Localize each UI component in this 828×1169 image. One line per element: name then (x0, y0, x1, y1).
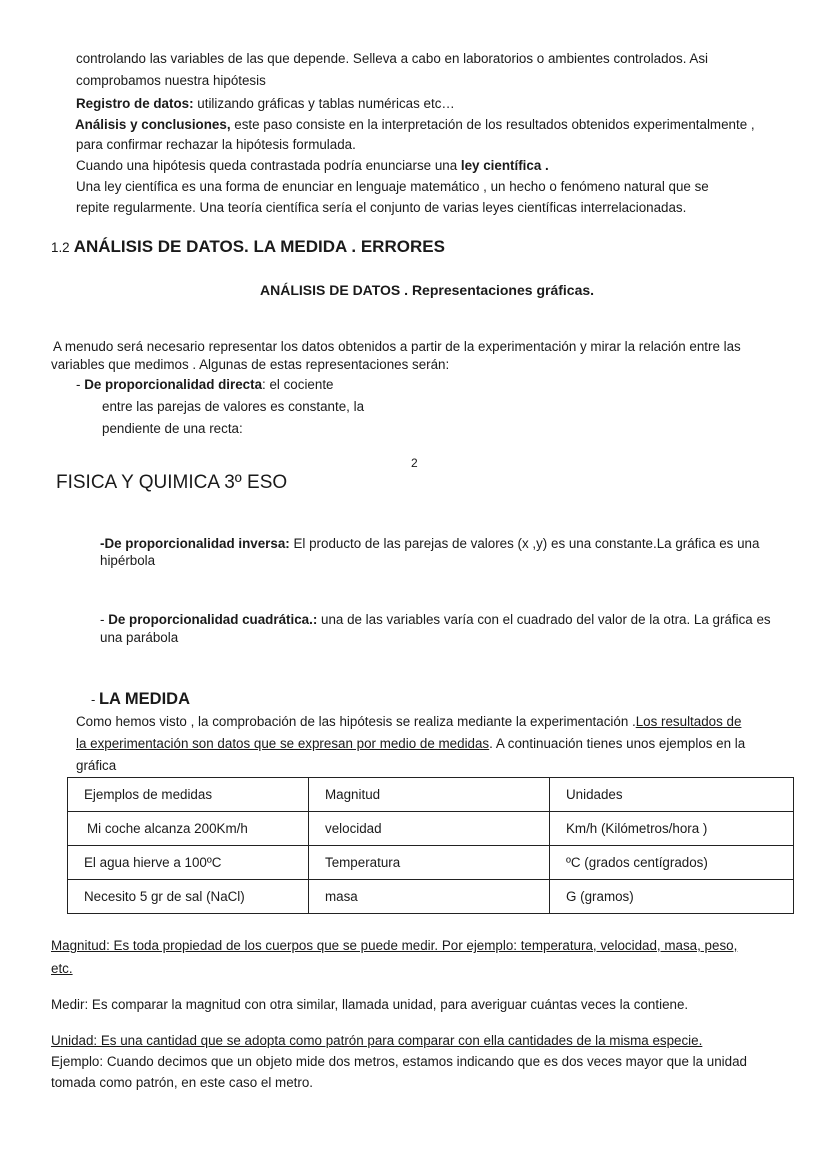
text-line: repite regularmente. Una teoría científica sería el conjunto de varias leyes científicas interrelacionadas. (76, 200, 687, 215)
ley-term: ley científica . (460, 158, 549, 173)
analisis-text: este paso consiste en la interpretación de los resultados obtenidos experimentalmente , (230, 117, 755, 132)
table-row (68, 812, 794, 846)
medida-underlined: Los resultados de (635, 714, 742, 729)
text-line: pendiente de una recta: (102, 421, 243, 436)
medida-line (76, 711, 741, 732)
text-line: Una ley científica es una forma de enunciar en lenguaje matemático , un hecho o fenómeno natural que se (76, 179, 709, 194)
table-cell: masa (309, 880, 550, 914)
text-line: A menudo será necesario representar los datos obtenidos a partir de la experimentación y mirar la relación entre las (53, 339, 741, 354)
page-number: 2 (411, 456, 418, 470)
text-line: entre las parejas de valores es constante, la (102, 399, 365, 414)
medir-definition: Medir: Es comparar la magnitud con otra similar, llamada unidad, para averiguar cuántas veces la contiene. (51, 997, 689, 1012)
text-line: para confirmar rechazar la hipótesis formulada. (76, 137, 356, 152)
text-line: variables que medimos . Algunas de estas representaciones serán: (51, 357, 450, 372)
table-header-row (68, 778, 794, 812)
text-line: hipérbola (100, 553, 156, 568)
text-line: comprobamos nuestra hipótesis (76, 73, 266, 88)
medida-heading (91, 689, 190, 710)
table-cell: ºC (grados centígrados) (550, 846, 794, 880)
medida-underlined: la experimentación son datos que se expresan por medio de medidas (76, 736, 490, 751)
registro-paragraph (76, 93, 455, 114)
directa-label: De proporcionalidad directa (84, 377, 263, 392)
cuadratica-text: una de las variables varía con el cuadrado del valor de la otra. La gráfica es (317, 612, 771, 627)
cuadratica-label: De proporcionalidad cuadrática.: (108, 612, 318, 627)
analisis-paragraph (75, 114, 755, 135)
table-cell: Mi coche alcanza 200Km/h (68, 812, 309, 846)
text-line: controlando las variables de las que depende. Selleva a cabo en laboratorios o ambientes controlados. Asi (76, 51, 709, 66)
table-cell: Necesito 5 gr de sal (NaCl) (68, 880, 309, 914)
section-number: 1.2 (51, 240, 70, 255)
bullet-dash: - (76, 377, 85, 392)
text-line: gráfica (76, 758, 117, 773)
magnitud-definition-cont (51, 958, 73, 979)
table-cell: El agua hierve a 100ºC (68, 846, 309, 880)
measurements-table (67, 777, 794, 914)
directa-item (76, 374, 334, 395)
inversa-item (100, 533, 759, 554)
page-header: FISICA Y QUIMICA 3º ESO (56, 472, 288, 493)
inversa-text: El producto de las parejas de valores (x ,y) es una constante.La gráfica es una (289, 536, 760, 551)
medida-text: Como hemos visto , la comprobación de las hipótesis se realiza mediante la experimentación . (76, 714, 636, 729)
magnitud-text: etc. (51, 961, 73, 976)
table-header-cell: Ejemplos de medidas (68, 778, 309, 812)
text-line: tomada como patrón, en este caso el metro. (51, 1075, 314, 1090)
table-header-cell: Magnitud (309, 778, 550, 812)
bullet-dash: - (91, 692, 99, 707)
unidad-definition (51, 1030, 702, 1051)
magnitud-definition (51, 935, 737, 956)
table-cell: Temperatura (309, 846, 550, 880)
table-cell: velocidad (309, 812, 550, 846)
medida-line (76, 733, 745, 754)
inversa-label: -De proporcionalidad inversa: (100, 536, 290, 551)
table-header-cell: Unidades (550, 778, 794, 812)
medida-text: . A continuación tienes unos ejemplos en la (489, 736, 746, 751)
ley-text: Cuando una hipótesis queda contrastada podría enunciarse una (76, 158, 461, 173)
table-row (68, 846, 794, 880)
directa-text: : el cociente (262, 377, 334, 392)
registro-label: Registro de datos: (76, 96, 194, 111)
ley-paragraph (76, 155, 549, 176)
medida-title: LA MEDIDA (98, 690, 191, 708)
registro-text: utilizando gráficas y tablas numéricas etc… (193, 96, 455, 111)
cuadratica-item (100, 609, 771, 630)
magnitud-text: Magnitud: Es toda propiedad de los cuerpos que se puede medir. Por ejemplo: temperatura, velocidad, masa, peso, (51, 938, 738, 953)
analisis-label: Análisis y conclusiones, (75, 117, 231, 132)
bullet-dash: - (100, 612, 109, 627)
table-cell: G (gramos) (550, 880, 794, 914)
section-title: ANÁLISIS DE DATOS. LA MEDIDA . ERRORES (73, 237, 445, 256)
subsection-title: ANÁLISIS DE DATOS . Representaciones gráficas. (260, 282, 595, 298)
section-heading (51, 236, 445, 258)
table-row (68, 880, 794, 914)
text-line: una parábola (100, 630, 179, 645)
text-line: Ejemplo: Cuando decimos que un objeto mide dos metros, estamos indicando que es dos veces mayor que la unidad (51, 1054, 747, 1069)
table-cell: Km/h (Kilómetros/hora ) (550, 812, 794, 846)
unidad-text: Unidad: Es una cantidad que se adopta como patrón para comparar con ella cantidades de la misma especie. (51, 1033, 703, 1048)
